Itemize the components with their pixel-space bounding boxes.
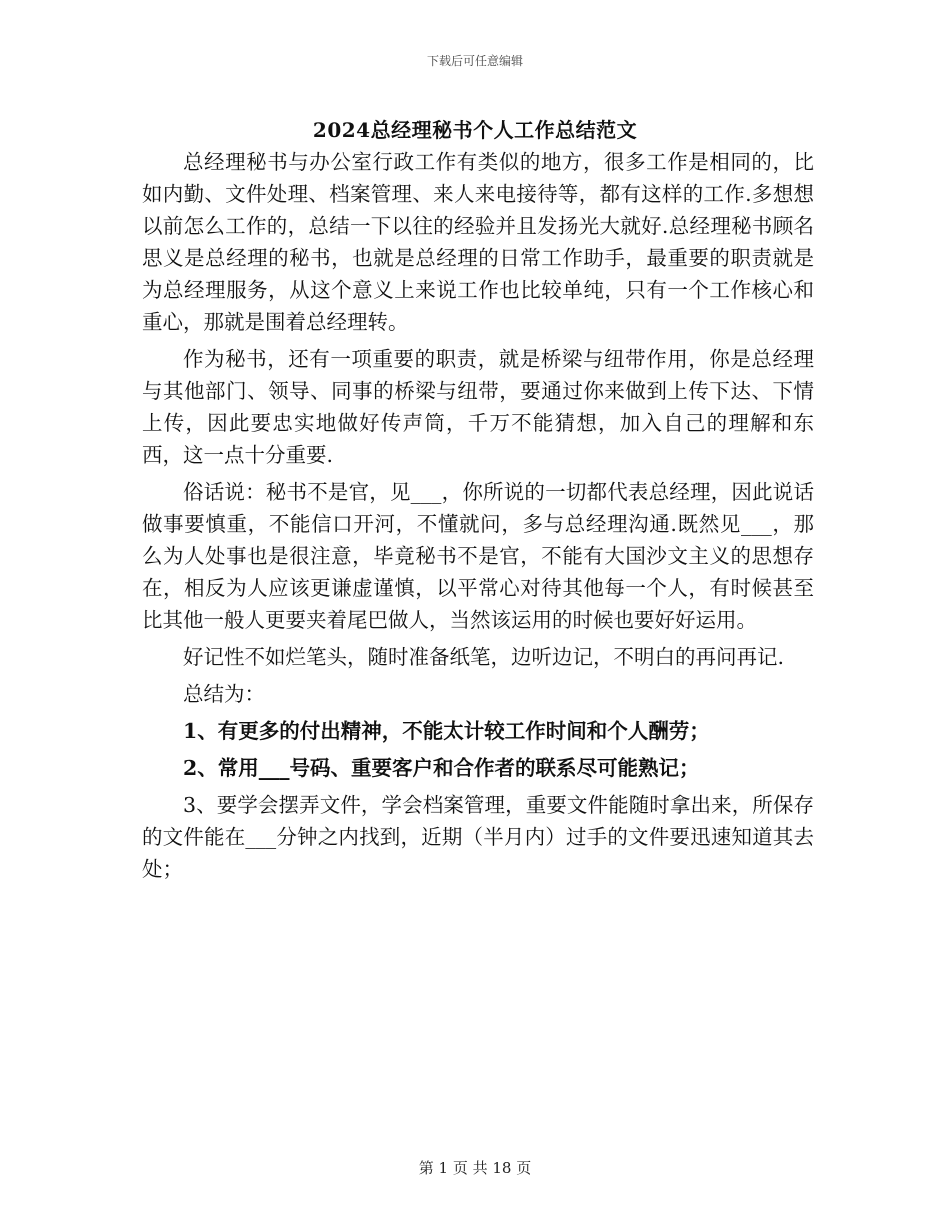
page-number: 第 1 页 共 18 页	[418, 1159, 532, 1177]
document-title: 2024总经理秘书个人工作总结范文	[312, 118, 638, 142]
paragraph-notes: 好记性不如烂笔头，随时准备纸笔，边听边记，不明白的再问再记.	[183, 645, 785, 669]
header-note: 下载后可任意编辑	[426, 54, 523, 68]
summary-item-1: 1、有更多的付出精神，不能太计较工作时间和个人酬劳；	[183, 719, 710, 743]
summary-item-3: 3、要学会摆弄文件，学会档案管理，重要文件能随时拿出来，所保存的文件能在___分钟之内找到，近期（半月内）过手的文件要迅速知道其去处；	[142, 793, 814, 881]
document-body	[142, 146, 814, 890]
summary-item-2: 2、常用___号码、重要客户和合作者的联系尽可能熟记；	[183, 756, 700, 780]
paragraph-intro: 总经理秘书与办公室行政工作有类似的地方，很多工作是相同的，比如内勤、文件处理、档案管理、来人来电接待等，都有这样的工作.多想想以前怎么工作的，总结一下以往的经验并且发扬光大就好.总经理秘书顾名思义是总经理的秘书，也就是总经理的日常工作助手，最重要的职责就是为总经理服务，从这个意义上来说工作也比较单纯，只有一个工作核心和重心，那就是围着总经理转。	[142, 150, 814, 334]
paragraph-bridge-role: 作为秘书，还有一项重要的职责，就是桥梁与纽带作用，你是总经理与其他部门、领导、同事的桥梁与纽带，要通过你来做到上传下达、下情上传，因此要忠实地做好传声筒，千万不能猜想，加入自己的理解和东西，这一点十分重要.	[142, 347, 814, 467]
paragraph-proverb: 俗话说：秘书不是官，见___，你所说的一切都代表总经理，因此说话做事要慎重，不能信口开河，不懂就问，多与总经理沟通.既然见___，那么为人处事也是很注意，毕竟秘书不是官，不能有大国沙文主义的思想存在，相反为人应该更谦虚谨慎，以平常心对待其他每一个人，有时候甚至比其他一般人更要夹着尾巴做人，当然该运用的时候也要好好运用。	[142, 480, 814, 632]
paragraph-summary-heading: 总结为：	[183, 682, 265, 706]
